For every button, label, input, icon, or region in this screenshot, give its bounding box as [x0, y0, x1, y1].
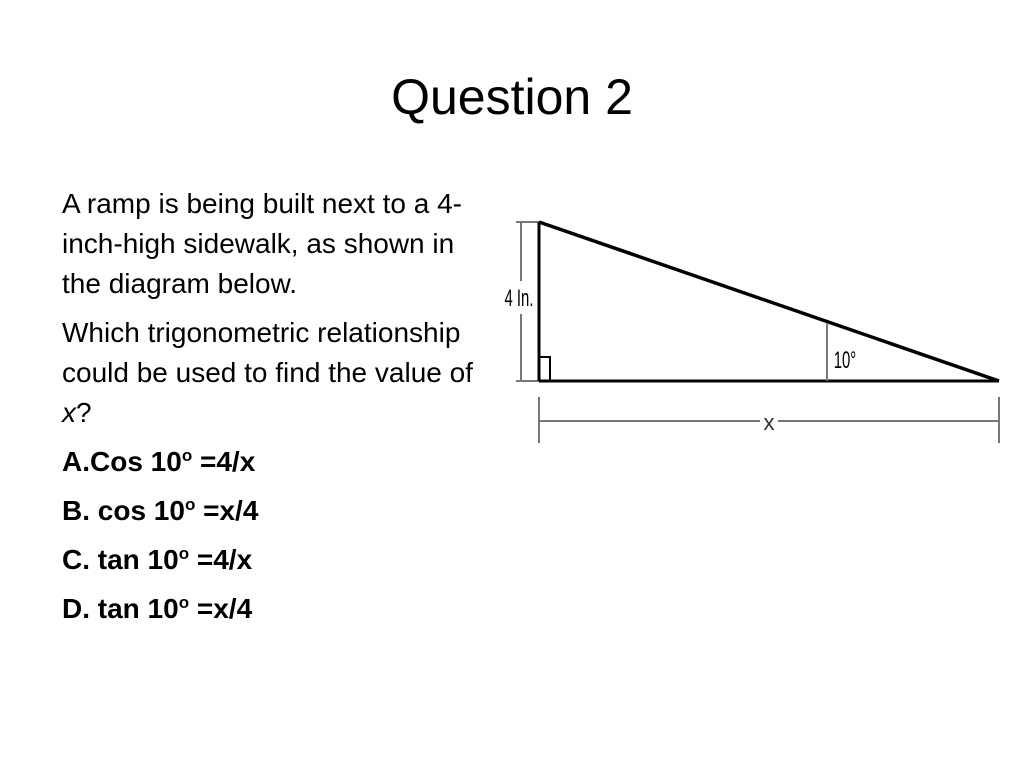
right-angle-marker — [539, 357, 550, 381]
option-c-degree: o — [178, 544, 190, 563]
ramp-diagram — [495, 205, 1010, 455]
question-text-block — [62, 184, 492, 638]
option-a-degree: o — [181, 446, 193, 465]
option-c-prefix: C. tan 10 — [62, 544, 179, 575]
answer-option-d — [62, 589, 492, 629]
option-d-suffix: =x/4 — [189, 593, 253, 624]
height-label: 4 In. — [504, 285, 534, 313]
question-intro: A ramp is being built next to a 4-inch-high sidewalk, as shown in the diagram below. — [62, 188, 462, 299]
question-prompt — [62, 313, 492, 433]
option-a-suffix: =4/x — [192, 446, 256, 477]
option-d-prefix: D. tan 10 — [62, 593, 179, 624]
option-b-suffix: =x/4 — [195, 495, 259, 526]
angle-label: 10° — [833, 347, 857, 375]
question-prompt-end: ? — [76, 397, 92, 428]
ramp-hypotenuse — [539, 222, 999, 381]
option-d-degree: o — [178, 593, 190, 612]
answer-option-c — [62, 540, 492, 580]
option-c-suffix: =4/x — [189, 544, 253, 575]
answer-option-b — [62, 491, 492, 531]
question-prompt-text: Which trigonometric relationship could be used to find the value of — [62, 317, 473, 388]
slide-title: Question 2 — [391, 69, 633, 125]
option-b-degree: o — [184, 495, 196, 514]
option-b-prefix: B. cos 10 — [62, 495, 185, 526]
answer-option-a — [62, 442, 492, 482]
option-a-prefix: A.Cos 10 — [62, 446, 182, 477]
question-prompt-variable: x — [62, 397, 76, 428]
base-label: x — [763, 410, 775, 435]
